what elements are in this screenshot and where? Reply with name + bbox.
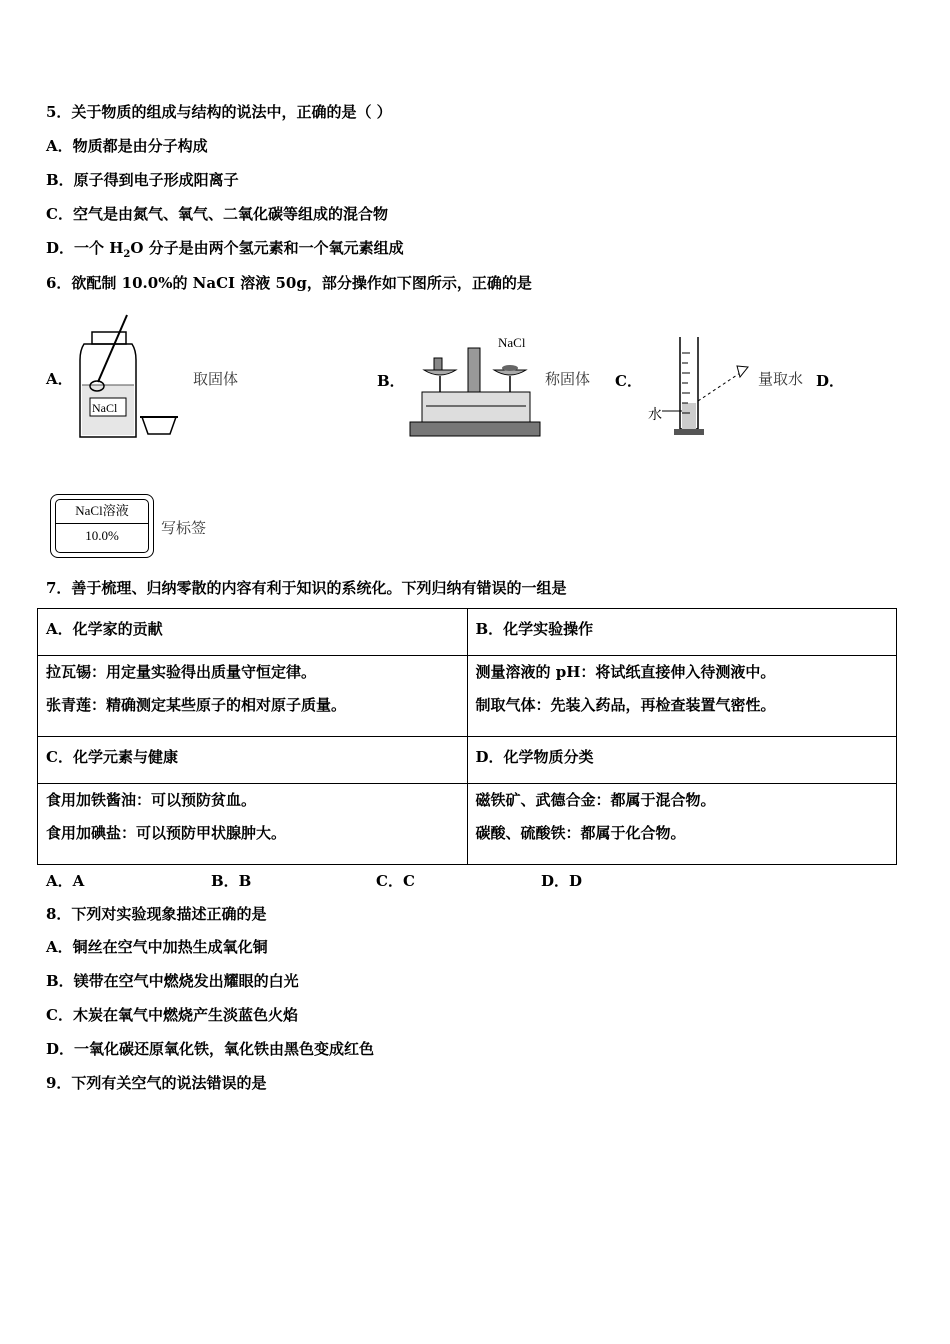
figure-b-caption: 称固体: [545, 370, 591, 388]
jar-label-text: NaCl: [92, 401, 118, 415]
cell-c-line-1: 食用加铁酱油：可以预防贫血。: [46, 791, 257, 809]
table-cell-b: [467, 656, 897, 737]
label-tag-figure: [50, 494, 154, 558]
table-cell-d: [467, 784, 897, 865]
question-7-option-d: D．D: [541, 872, 583, 890]
question-5-option-c: C．空气是由氮气、氧气、二氧化碳等组成的混合物: [46, 205, 388, 223]
question-5-option-b: B．原子得到电子形成阳离子: [46, 171, 239, 189]
question-7-stem: 7．善于梳理、归纳零散的内容有利于知识的系统化。下列归纳有错误的一组是: [46, 579, 567, 597]
option-d-prefix: D．一个 H: [46, 239, 124, 257]
table-head-d: D．化学物质分类: [467, 737, 897, 784]
water-label: 水: [648, 407, 662, 423]
figure-a-caption: 取固体: [193, 370, 239, 388]
table-cell-c: [38, 784, 468, 865]
question-8-option-d: D．一氧化碳还原氧化铁，氧化铁由黑色变成红色: [46, 1040, 375, 1058]
cell-d-line-1: 磁铁矿、武德合金：都属于混合物。: [475, 791, 716, 809]
knowledge-table: [37, 608, 897, 865]
question-8-option-b: B．镁带在空气中燃烧发出耀眼的白光: [46, 972, 299, 990]
question-7-option-a: A．A: [46, 872, 85, 890]
question-8-stem: 8．下列对实验现象描述正确的是: [46, 905, 267, 923]
question-8-option-a: A．铜丝在空气中加热生成氧化铜: [46, 938, 268, 956]
cell-b-line-2: 制取气体：先装入药品，再检查装置气密性。: [475, 696, 776, 714]
question-5-option-d: [46, 238, 404, 265]
question-7-option-c: C．C: [376, 872, 415, 890]
table-head-b: B．化学实验操作: [467, 609, 897, 656]
table-cell-a: [38, 656, 468, 737]
question-6-stem: 6．欲配制 10.0%的 NaCI 溶液 50g，部分操作如下图所示，正确的是: [46, 274, 532, 292]
tag-line2: 10.0%: [85, 528, 119, 543]
question-5-option-a: A．物质都是由分子构成: [46, 137, 208, 155]
figure-a-label: A．: [46, 370, 73, 388]
figure-c-caption: 量取水: [758, 370, 804, 388]
question-8-option-c: C．木炭在氧气中燃烧产生淡蓝色火焰: [46, 1006, 298, 1024]
figure-c-label: C．: [615, 372, 642, 390]
balance-nacl-label: NaCl: [498, 335, 526, 350]
cell-b-line-1: 测量溶液的 pH：将试纸直接伸入待测液中。: [475, 663, 776, 681]
table-head-c: C．化学元素与健康: [38, 737, 468, 784]
table-head-a: A．化学家的贡献: [38, 609, 468, 656]
cell-a-line-1: 拉瓦锡：用定量实验得出质量守恒定律。: [46, 663, 317, 681]
question-7-option-b: B．B: [211, 872, 252, 890]
reagent-jar-figure: [70, 310, 200, 445]
graduated-cylinder-figure: [640, 333, 760, 441]
figure-d-label: D．: [816, 372, 845, 390]
tag-line1: NaCl溶液: [56, 500, 148, 524]
cell-c-line-2: 食用加碘盐：可以预防甲状腺肿大。: [46, 824, 287, 842]
cell-a-line-2: 张青莲：精确测定某些原子的相对原子质量。: [46, 696, 347, 714]
cell-d-line-2: 碳酸、硫酸铁：都属于化合物。: [475, 824, 686, 842]
question-9-stem: 9．下列有关空气的说法错误的是: [46, 1074, 267, 1092]
figure-b-label: B．: [377, 372, 405, 390]
option-d-suffix: O 分子是由两个氢元素和一个氧元素组成: [130, 239, 404, 257]
balance-figure: [402, 330, 547, 440]
subscript-2: 2: [123, 249, 131, 260]
question-5-stem: 5．关于物质的组成与结构的说法中，正确的是（ ）: [46, 103, 392, 121]
figure-d-caption: 写标签: [161, 519, 207, 537]
